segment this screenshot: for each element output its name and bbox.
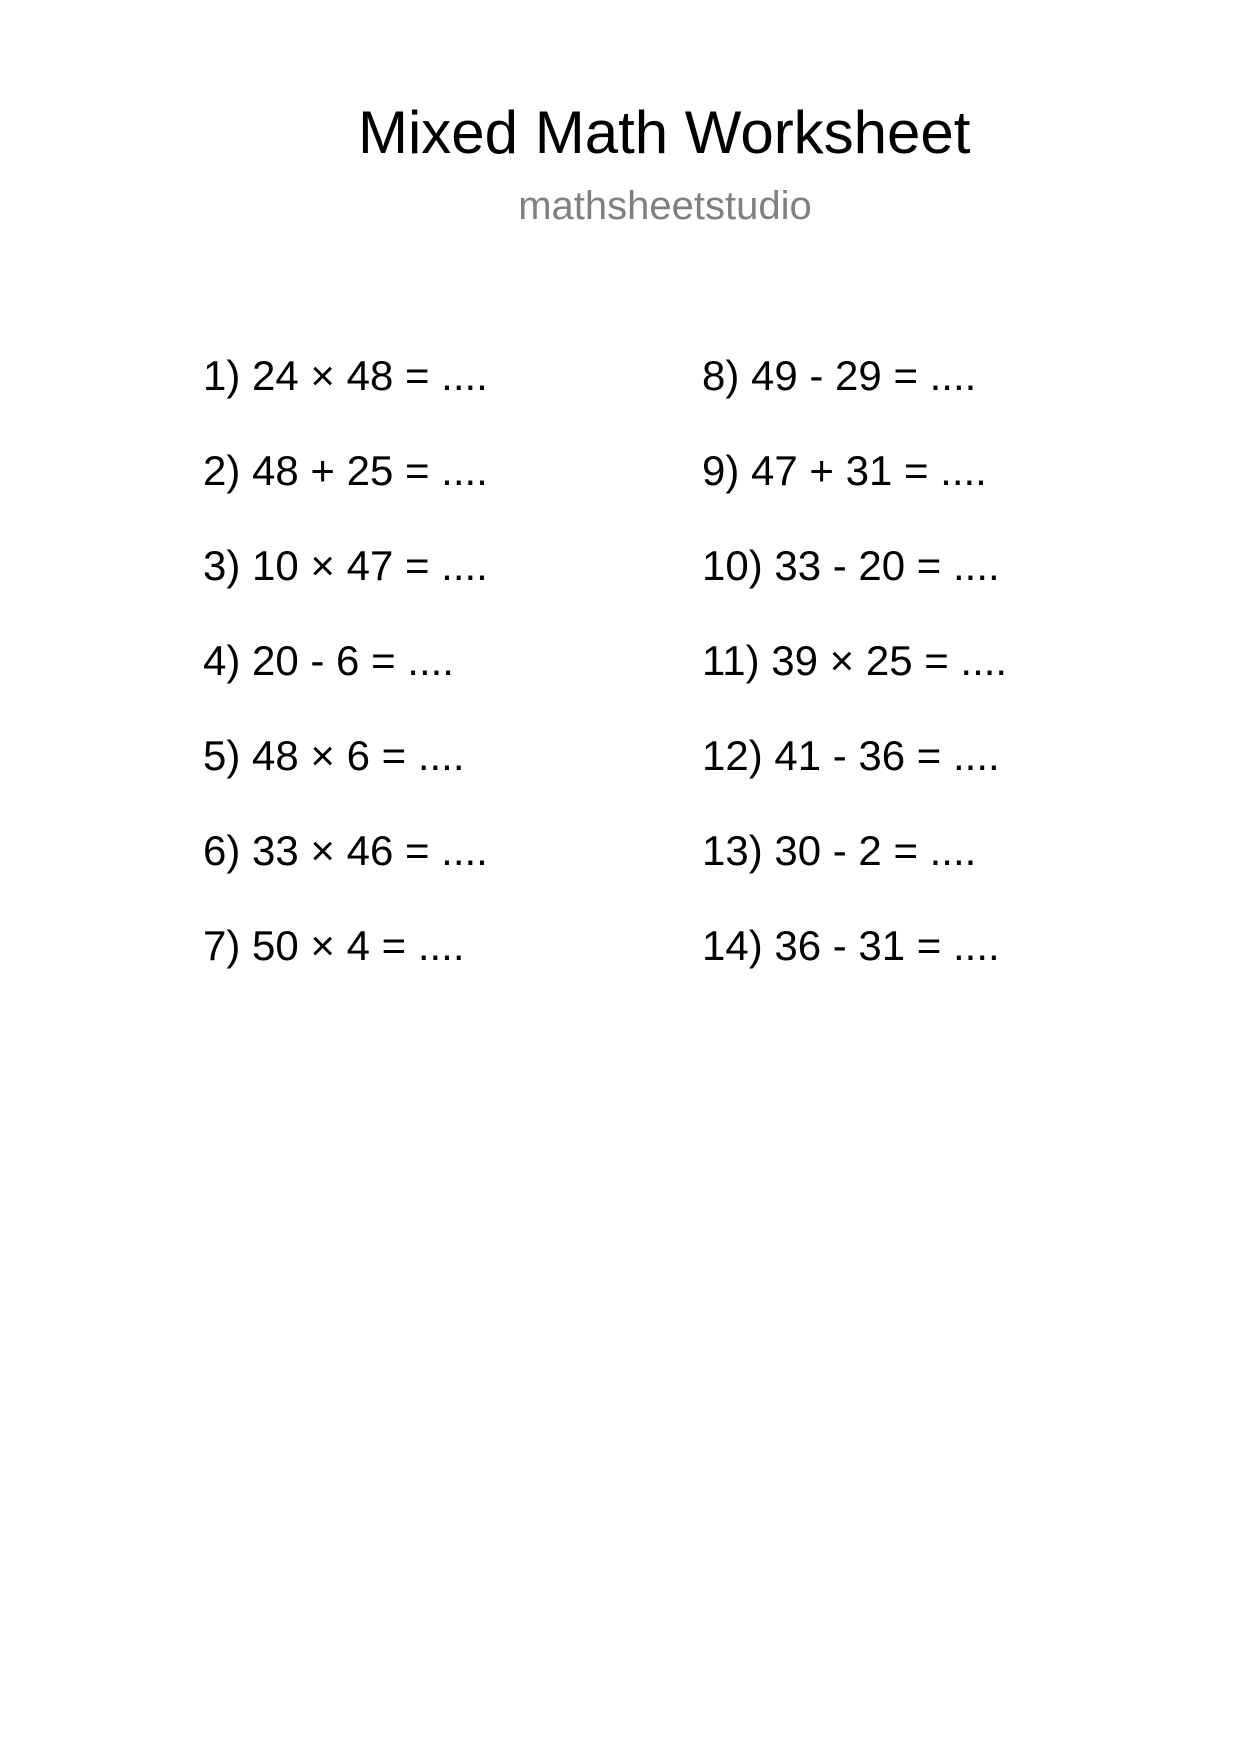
problem-item: 1) 24 × 48 = .... bbox=[203, 352, 488, 399]
problem-item: 3) 10 × 47 = .... bbox=[203, 542, 488, 589]
problem-item: 11) 39 × 25 = .... bbox=[702, 637, 1008, 684]
problem-item: 5) 48 × 6 = .... bbox=[203, 732, 465, 779]
page-title: Mixed Math Worksheet bbox=[358, 99, 971, 166]
problem-item: 10) 33 - 20 = .... bbox=[702, 542, 1000, 589]
problem-item: 2) 48 + 25 = .... bbox=[203, 447, 488, 494]
problem-item: 6) 33 × 46 = .... bbox=[203, 827, 488, 874]
problem-item: 7) 50 × 4 = .... bbox=[203, 922, 465, 969]
problem-item: 13) 30 - 2 = .... bbox=[702, 827, 977, 874]
problem-item: 12) 41 - 36 = .... bbox=[702, 732, 1000, 779]
problem-item: 9) 47 + 31 = .... bbox=[702, 447, 987, 494]
publisher-subtitle: mathsheetstudio bbox=[518, 184, 812, 228]
problem-item: 14) 36 - 31 = .... bbox=[702, 922, 1000, 969]
problem-item: 8) 49 - 29 = .... bbox=[702, 352, 977, 399]
problem-item: 4) 20 - 6 = .... bbox=[203, 637, 454, 684]
